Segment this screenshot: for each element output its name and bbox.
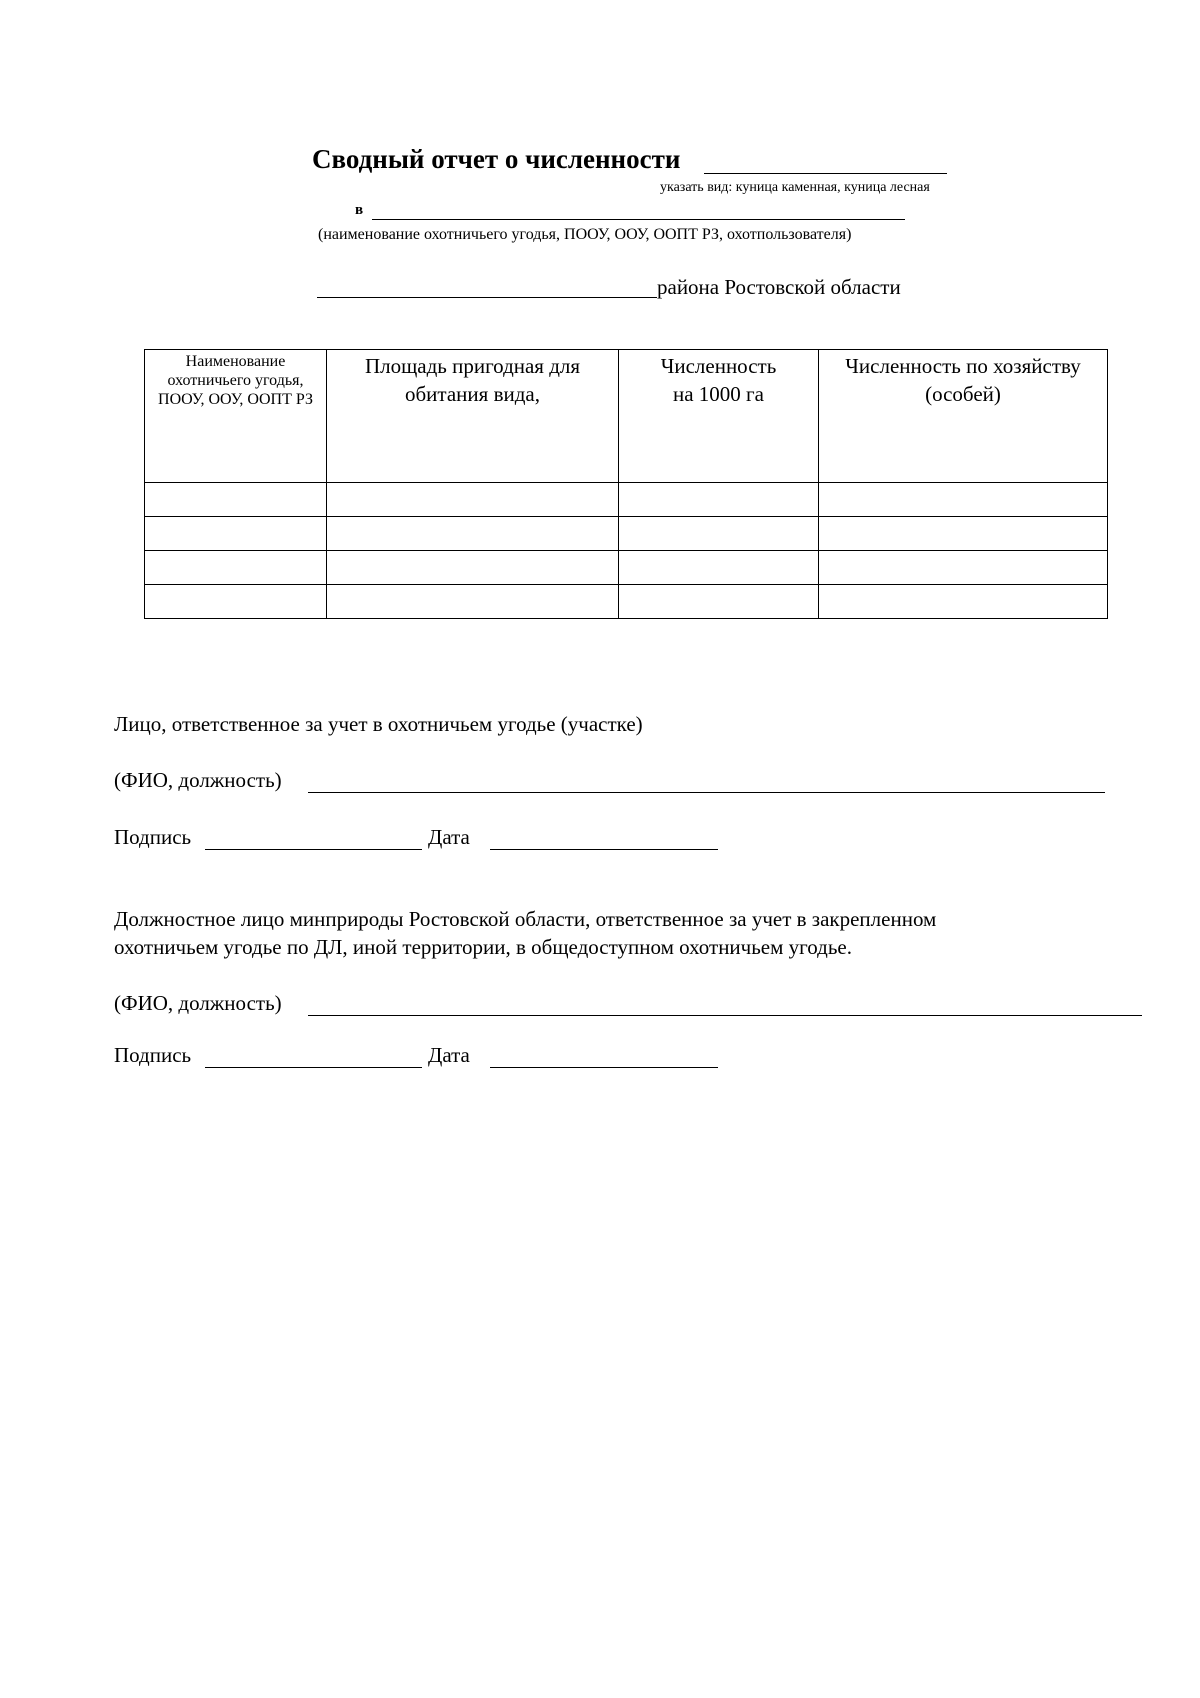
table-cell[interactable] (145, 551, 327, 585)
section1-signature-line[interactable] (205, 849, 422, 850)
section2-signature-label: Подпись (114, 1043, 192, 1067)
table-cell[interactable] (145, 585, 327, 619)
table-cell[interactable] (819, 551, 1108, 585)
hunting-ground-hint: (наименование охотничьего угодья, ПООУ, ООУ, ООПТ РЗ, охотпользователя) (318, 226, 852, 243)
table-cell[interactable] (819, 585, 1108, 619)
section1-date-label: Дата (428, 825, 470, 849)
section2-fio-label: (ФИО, должность) (114, 991, 282, 1015)
table-cell[interactable] (819, 517, 1108, 551)
table-cell[interactable] (327, 483, 619, 517)
table-cell[interactable] (145, 483, 327, 517)
species-hint: указать вид: куница каменная, куница лесная (660, 180, 930, 195)
section1-fio-label: (ФИО, должность) (114, 768, 282, 792)
table-cell[interactable] (619, 483, 819, 517)
section1-signature-label: Подпись (114, 825, 192, 849)
table-row (145, 483, 1108, 517)
v-preposition: в (355, 202, 364, 218)
section1-date-line[interactable] (490, 849, 718, 850)
report-table (144, 349, 1108, 619)
table-cell[interactable] (327, 551, 619, 585)
table-cell[interactable] (145, 517, 327, 551)
section1-heading: Лицо, ответственное за учет в охотничьем угодье (участке) (114, 712, 643, 736)
hunting-ground-blank-line[interactable] (372, 219, 905, 220)
report-title: Сводный отчет о численности (312, 144, 681, 174)
table-cell[interactable] (619, 517, 819, 551)
table-cell[interactable] (327, 517, 619, 551)
district-blank-line[interactable] (317, 297, 657, 298)
table-cell[interactable] (327, 585, 619, 619)
district-label: района Ростовской области (657, 275, 901, 299)
table-cell[interactable] (619, 551, 819, 585)
header-hunting-ground: Наименование охотничьего угодья, ПООУ, ООУ, ООПТ РЗ (145, 350, 327, 483)
table-header-row (145, 350, 1108, 483)
species-blank-line[interactable] (704, 173, 947, 174)
section1-fio-line[interactable] (308, 792, 1105, 793)
section2-date-label: Дата (428, 1043, 470, 1067)
header-total-count: Численность по хозяйству (особей) (819, 350, 1108, 483)
section2-heading-line1: Должностное лицо минприроды Ростовской области, ответственное за учет в закрепленном (114, 907, 937, 931)
table-cell[interactable] (619, 585, 819, 619)
header-density-per-1000ha: Численность на 1000 га (619, 350, 819, 483)
section2-heading-line2: охотничьем угодье по ДЛ, иной территории, в общедоступном охотничьем угодье. (114, 935, 852, 959)
header-suitable-area: Площадь пригодная для обитания вида, (327, 350, 619, 483)
section2-date-line[interactable] (490, 1067, 718, 1068)
table-cell[interactable] (819, 483, 1108, 517)
table-row (145, 551, 1108, 585)
section2-signature-line[interactable] (205, 1067, 422, 1068)
table-row (145, 517, 1108, 551)
section2-fio-line[interactable] (308, 1015, 1142, 1016)
table-row (145, 585, 1108, 619)
